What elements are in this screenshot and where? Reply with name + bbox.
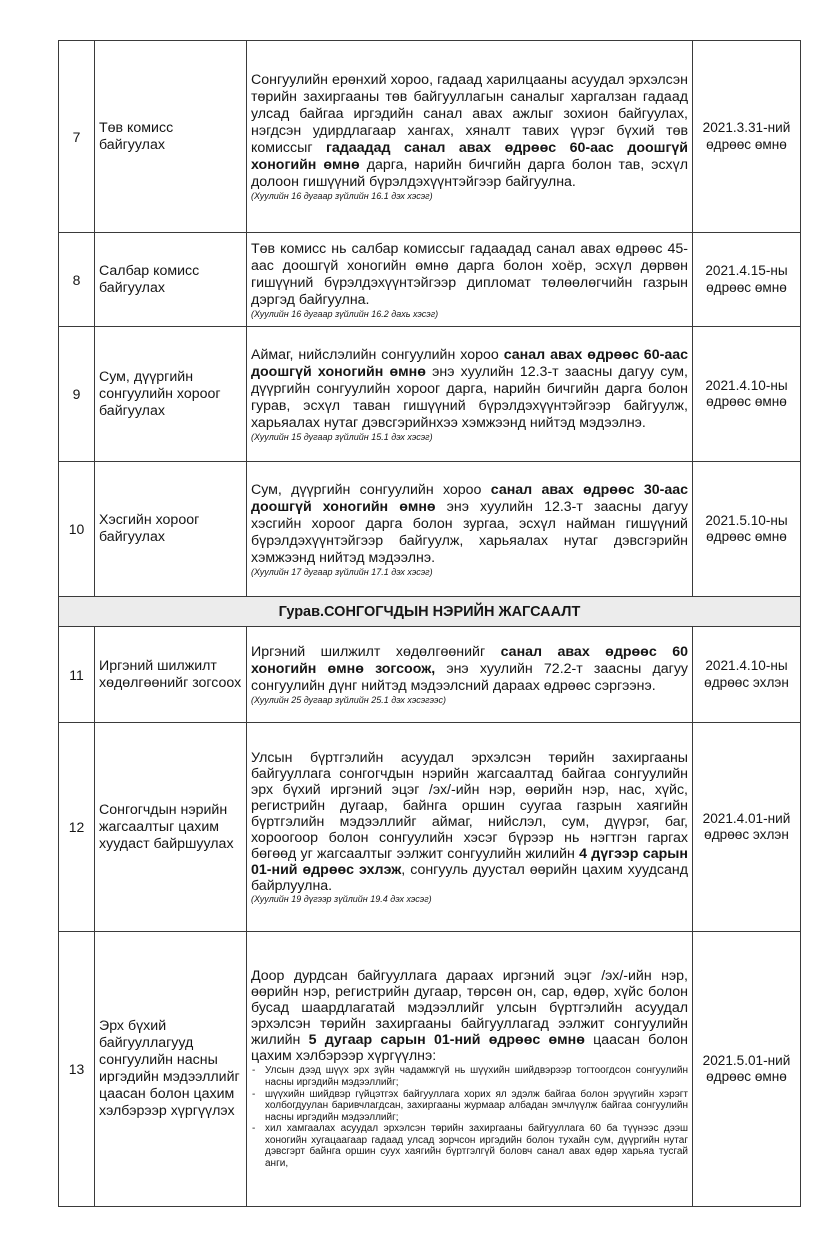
activity-cell: Салбар комисс байгуулах [95, 233, 247, 327]
law-reference: (Хуулийн 15 дугаар зүйлийн 15.1 дэх хэсэг) [251, 431, 433, 442]
law-reference: (Хуулийн 25 дугаар зүйлийн 25.1 дэх хэсэгээс) [251, 695, 446, 705]
description-text: Төв комисс нь салбар комиссыг гадаадад санал авах өдрөөс 45-аас доошгүй хоногийн өмнө дарга болон хоёр, эсхүл дөрвөн гишүүний бүрэлдэхүүнтэйгээр дипломат төлөөлөгчийн газрын дэргэд байгуулна. [251, 240, 688, 308]
table-row [59, 233, 801, 327]
description-cell [247, 41, 693, 233]
description-cell [247, 627, 693, 723]
activity-cell: Эрх бүхий байгууллагууд сонгуулийн насны иргэдийн мэдээллийг цаасан болон цахим хэлбэрээр хүргүүлэх [95, 932, 247, 1207]
description-text: энэ хуулийн 72.2-т заасны дагуу сонгуулийн дүнг нийтэд мэдээлсний дараах өдрөөс сэргээнэ. [251, 661, 689, 694]
description-bold: санал авах өдрөөс 60 хоногийн өмнө зогсоож, [251, 644, 688, 677]
table-row [59, 327, 801, 462]
table-row [59, 627, 801, 723]
law-reference: (Хуулийн 16 дугаар зүйлийн 16.1 дэх хэсэг) [251, 191, 433, 201]
row-number: 9 [59, 327, 95, 462]
table-row [59, 462, 801, 597]
row-number: 13 [59, 932, 95, 1207]
bullet-list [251, 1065, 688, 1169]
law-reference: (Хуулийн 17 дугаар зүйлийн 17.1 дэх хэсэг) [251, 566, 433, 577]
description-text: Иргэний шилжилт хөдөлгөөнийг [251, 644, 501, 660]
description-text: Сонгуулийн ерөнхий хороо, гадаад харилцааны асуудал эрхэлсэн төрийн захиргааны төв байгууллагын саналыг харгалзан гадаад улсад байгаа иргэдийн санал авах ажлыг зохион байгуулах, нэгдсэн удирдлагаар хангах, хяналт тавих үүрэг бүхий төв комиссыг [251, 72, 688, 156]
description-text: Улсын бүртгэлийн асуудал эрхэлсэн төрийн захиргааны байгууллага сонгогчдын нэрийн жагсаалтад байгаа сонгуулийн эрх бүхий иргэний эцэг /эх/-ийн нэр, өөрийн нэр, нас, хүйс, регистрийн дугаар, байнга оршин суугаа газрын хаягийн бүртгэлийн мэдээллийг аймаг, нийслэл, сум, дүүрэг, баг, хороогоор болон сонгуулийн хэсэг бүрээр нь нэгтгэн гаргах бөгөөд уг жагсаалтыг ээлжит сонгуулийн жилийн [251, 750, 688, 862]
list-item: - шүүхийн шийдвэр гүйцэтгэх байгууллага хорих ял эдэлж байгаа болон эрүүгийн хэрэгт холбогдуулан баривчлагдсан, захиргааны журмаар албадан эмчлүүлж байгаа сонгуулийн насны иргэдийн мэдээллийг; [263, 1089, 688, 1124]
description-bold: 5 дугаар сарын 01-ний өдрөөс өмнө [308, 1032, 585, 1049]
row-number: 8 [59, 233, 95, 327]
description-text: Сум, дүүргийн сонгуулийн хороо [251, 481, 491, 498]
row-number: 11 [59, 627, 95, 723]
activity-cell: Сонгогчдын нэрийн жагсаалтыг цахим хуудаст байршуулах [95, 723, 247, 932]
deadline-cell: 2021.4.10-ны өдрөөс өмнө [693, 327, 801, 462]
description-text: Аймаг, нийслэлийн сонгуулийн хороо [251, 346, 504, 363]
row-number: 7 [59, 41, 95, 233]
row-number: 12 [59, 723, 95, 932]
deadline-cell: 2021.4.01-ний өдрөөс эхлэн [693, 723, 801, 932]
description-cell [247, 327, 693, 462]
deadline-cell: 2021.3.31-ний өдрөөс өмнө [693, 41, 801, 233]
table-row [59, 723, 801, 932]
deadline-cell: 2021.4.10-ны өдрөөс эхлэн [693, 627, 801, 723]
table-row [59, 932, 801, 1207]
deadline-cell: 2021.5.01-ний өдрөөс өмнө [693, 932, 801, 1207]
activity-cell: Сум, дүүргийн сонгуулийн хороог байгуулах [95, 327, 247, 462]
description-text: , сонгууль дуустал өөрийн цахим хуудсанд байрлуулна. [251, 862, 688, 894]
description-cell [247, 723, 693, 932]
description-text: цаасан болон цахим хэлбэрээр хүргүүлнэ: [251, 1032, 688, 1065]
schedule-table [58, 40, 801, 1207]
description-bold: санал авах өдрөөс 30-аас доошгүй хоногийн өмнө [251, 481, 688, 515]
law-reference: (Хуулийн 16 дугаар зүйлийн 16.2 дахь хэсэг) [251, 308, 439, 319]
list-item: - хил хамгаалах асуудал эрхэлсэн төрийн захиргааны байгууллага 60 ба түүнээс дээш хоногийн хугацаагаар гадаад улсад зорчсон иргэдийн болон тухайн сум, дүүргийн нутаг дэвсгэрт байнга оршин суух хаягийн бүртгэлгүй боловч санал авах өдөр харьяа тусгай анги, [263, 1123, 688, 1169]
activity-cell: Иргэний шилжилт хөдөлгөөнийг зогсоох [95, 627, 247, 723]
list-item: - Улсын дээд шүүх эрх зүйн чадамжгүй нь шүүхийн шийдвэрээр тогтоогдсон сонгуулийн насны иргэдийн мэдээллийг; [263, 1065, 688, 1088]
activity-cell: Хэсгийн хороог байгуулах [95, 462, 247, 597]
description-bold: санал авах өдрөөс 60-аас доошгүй хоногийн өмнө [251, 346, 688, 380]
description-text: Доор дурдсан байгууллага дараах иргэний эцэг /эх/-ийн нэр, өөрийн нэр, регистрийн дугаар, төрсөн он, сар, өдөр, хүйс болон бусад шаардлагатай мэдээллийг улсын бүртгэлийн асуудал эрхэлсэн төрийн захиргааны байгууллагад ээлжит сонгуулийн жилийн [251, 968, 688, 1049]
law-reference: (Хуулийн 19 дүгээр зүйлийн 19.4 дэх хэсэг) [251, 894, 432, 904]
section-title: Гурав.СОНГОГЧДЫН НЭРИЙН ЖАГСААЛТ [59, 597, 801, 627]
description-cell [247, 462, 693, 597]
description-text: энэ хуулийн 12.3-т заасны дагуу сум, дүүргийн сонгуулийн хороог дарга, нарийн бичгийн дарга болон гурав, эсхүл таван гишүүний бүрэлдэхүүнтэйгээр байгуулж, харьяалах нутаг дэвсгэрийнхээ хэмжээнд нийтэд мэдээлнэ. [251, 363, 689, 431]
description-cell [247, 233, 693, 327]
description-bold: 4 дүгээр сарын 01-ний өдрөөс эхлэж [251, 846, 688, 878]
table-row [59, 41, 801, 233]
deadline-cell: 2021.5.10-ны өдрөөс өмнө [693, 462, 801, 597]
activity-cell: Төв комисс байгуулах [95, 41, 247, 233]
section-row [59, 597, 801, 627]
description-text: энэ хуулийн 12.3-т заасны дагуу хэсгийн хороог дарга болон зургаа, эсхүл найман гишүүний бүрэлдэхүүнтэйгээр байгуулж, харьяалах нутаг дэвсгэрийн хэмжээнд нийтэд мэдээлнэ. [251, 498, 688, 566]
row-number: 10 [59, 462, 95, 597]
description-text: дарга, нарийн бичгийн дарга болон тав, эсхүл долоон гишүүний бүрэлдэхүүнтэйгээр байгуулна. [251, 157, 689, 190]
deadline-cell: 2021.4.15-ны өдрөөс өмнө [693, 233, 801, 327]
description-cell [247, 932, 693, 1207]
description-bold: гадаадад санал авах өдрөөс 60-аас доошгүй хоногийн өмнө [251, 140, 688, 173]
